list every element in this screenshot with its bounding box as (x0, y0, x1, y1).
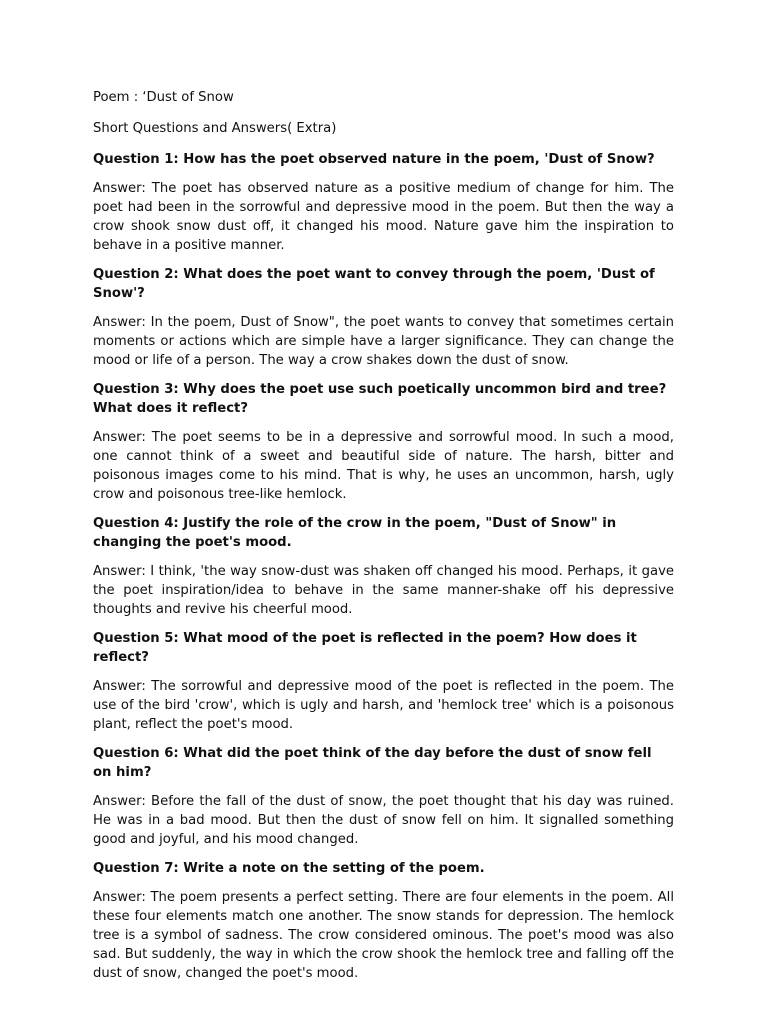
document-subtitle: Short Questions and Answers( Extra) (93, 121, 337, 136)
answer-7: Answer: The poem presents a perfect setting. There are four elements in the poem. All these four elements match one another. The snow stands for depression. The hemlock tree is a symbol of sadness. The crow considered ominous. The poet's mood was also sad. But suddenly, the way in which the crow shook the hemlock tree and falling off the dust of snow, changed the poet's mood. (93, 890, 674, 981)
question-6: Question 6: What did the poet think of the day before the dust of snow fell on him? (93, 746, 652, 780)
qa-item-1 (93, 150, 674, 255)
answer-4: Answer: I think, 'the way snow-dust was shaken off changed his mood. Perhaps, it gave the poet inspiration/idea to behave in the same manner-shake off his depressive thoughts and revive his cheerful mood. (93, 564, 674, 617)
answer-3: Answer: The poet seems to be in a depressive and sorrowful mood. In such a mood, one cannot think of a sweet and beautiful side of nature. The harsh, bitter and poisonous images come to his mind. That is why, he uses an uncommon, harsh, ugly crow and poisonous tree-like hemlock. (93, 430, 674, 502)
qa-item-5 (93, 629, 674, 734)
question-4: Question 4: Justify the role of the crow in the poem, "Dust of Snow" in changing the poet's mood. (93, 516, 617, 550)
question-3: Question 3: Why does the poet use such poetically uncommon bird and tree? What does it reflect? (93, 382, 667, 416)
answer-6: Answer: Before the fall of the dust of snow, the poet thought that his day was ruined. He was in a bad mood. But then the dust of snow fell on him. It signalled something good and joyful, and his mood changed. (93, 794, 674, 847)
answer-1: Answer: The poet has observed nature as a positive medium of change for him. The poet had been in the sorrowful and depressive mood in the poem. But then the way a crow shook snow dust off, it changed his mood. Nature gave him the inspiration to behave in a positive manner. (93, 181, 674, 253)
question-5: Question 5: What mood of the poet is reflected in the poem? How does it reflect? (93, 631, 637, 665)
qa-item-7 (93, 859, 674, 983)
question-2: Question 2: What does the poet want to convey through the poem, 'Dust of Snow'? (93, 267, 655, 301)
qa-item-3 (93, 380, 674, 504)
question-7: Question 7: Write a note on the setting of the poem. (93, 861, 485, 876)
answer-2: Answer: In the poem, Dust of Snow", the poet wants to convey that sometimes certain moments or actions which are simple have a larger significance. They can change the mood or life of a person. The way a crow shakes down the dust of snow. (93, 315, 674, 368)
document-title: Poem : ‘Dust of Snow (93, 90, 234, 105)
qa-item-6 (93, 744, 674, 849)
qa-item-2 (93, 265, 674, 370)
qa-item-4 (93, 514, 674, 619)
question-1: Question 1: How has the poet observed nature in the poem, 'Dust of Snow? (93, 152, 655, 167)
answer-5: Answer: The sorrowful and depressive mood of the poet is reflected in the poem. The use of the bird 'crow', which is ugly and harsh, and 'hemlock tree' which is a poisonous plant, reflect the poet's mood. (93, 679, 674, 732)
